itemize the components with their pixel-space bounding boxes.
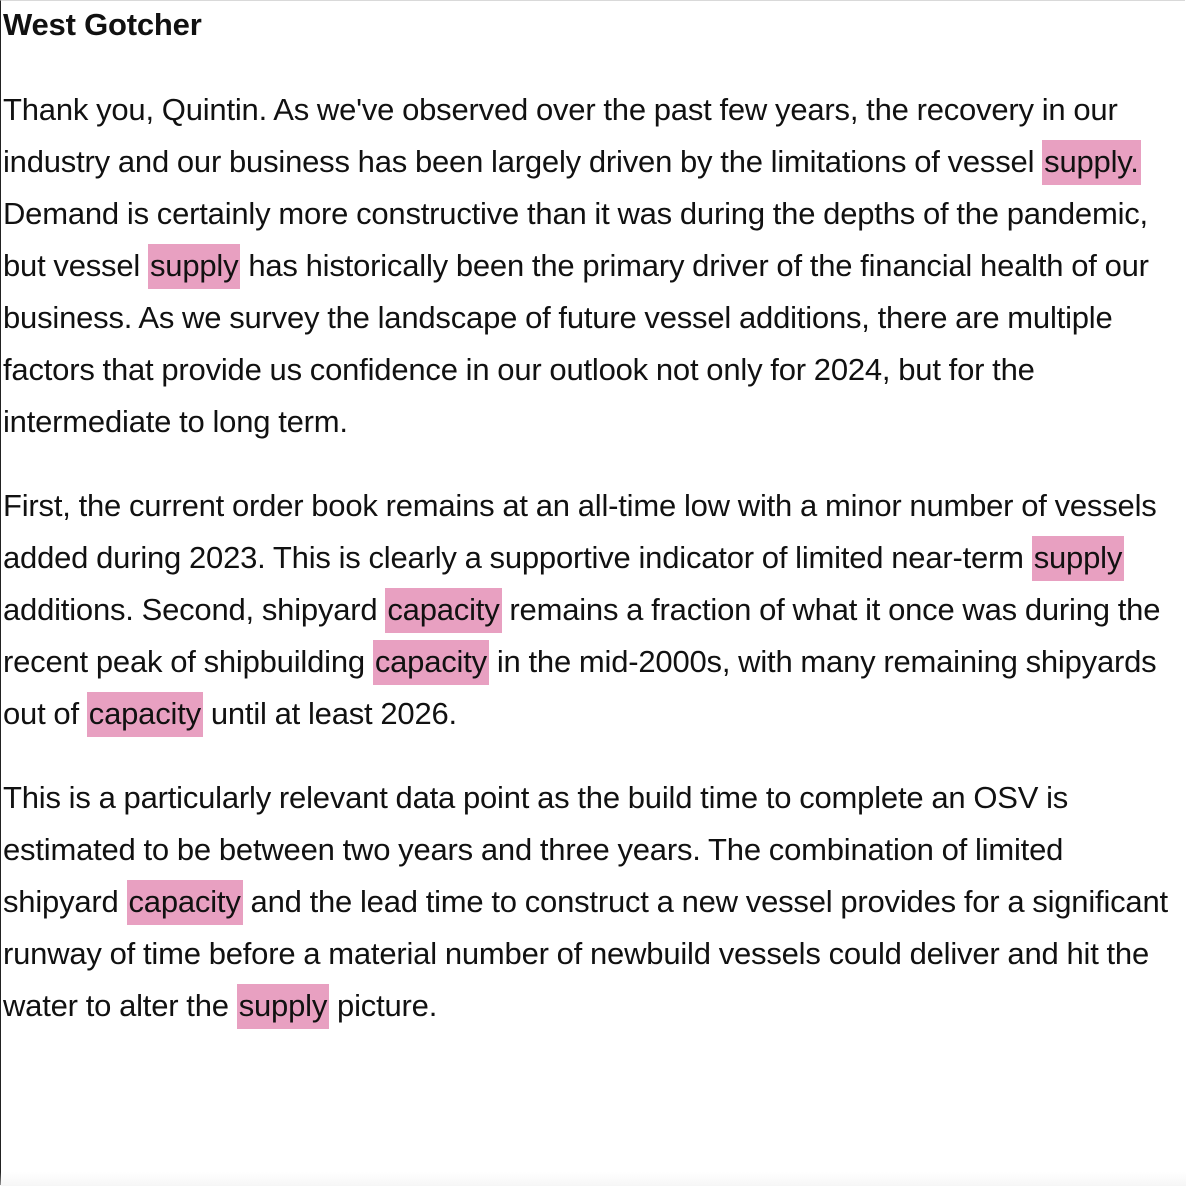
transcript-paragraph [3, 772, 1185, 1032]
paragraph-text: and the lead time to construct a new vessel provides for a significant runway of time before a material number of newbuild vessels could deliver and hit the water to alter the [3, 884, 1168, 1023]
transcript-paragraphs [3, 84, 1185, 1032]
paragraph-text: This is a particularly relevant data point as the build time to complete an OSV is estimated to be between two years and three years. The combination of limited shipyard [3, 780, 1069, 919]
paragraph-text: additions. Second, shipyard [3, 592, 386, 627]
speaker-name: West Gotcher [3, 7, 202, 42]
transcript-content [3, 3, 1185, 1064]
paragraph-text: picture. [329, 988, 438, 1023]
highlighted-keyword: capacity [373, 640, 489, 685]
highlighted-keyword: supply [237, 984, 329, 1029]
highlighted-keyword: supply. [1042, 140, 1141, 185]
transcript-paragraph [3, 480, 1185, 740]
paragraph-text: has historically been the primary driver of the financial health of our business. As we survey the landscape of future vessel additions, there are multiple factors that provide us confidence in our outlook not only for 2024, but for the intermediate to long term. [3, 248, 1149, 439]
highlighted-keyword: supply [148, 244, 240, 289]
paragraph-text: First, the current order book remains at an all-time low with a minor number of vessels added during 2023. This is clearly a supportive indicator of limited near-term [3, 488, 1157, 575]
bottom-edge-shadow [0, 1172, 1186, 1186]
paragraph-text: remains a fraction of what it once was during the recent peak of shipbuilding [3, 592, 1161, 679]
highlighted-keyword: supply [1032, 536, 1124, 581]
paragraph-text: in the mid-2000s, with many remaining shipyards out of [3, 644, 1157, 731]
paragraph-text: until at least 2026. [202, 696, 457, 731]
highlighted-keyword: capacity [87, 692, 203, 737]
paragraph-text: Demand is certainly more constructive than it was during the depths of the pandemic, but vessel [3, 196, 1148, 283]
transcript-paragraph [3, 84, 1185, 448]
highlighted-keyword: capacity [127, 880, 243, 925]
highlighted-keyword: capacity [385, 588, 501, 633]
paragraph-text: Thank you, Quintin. As we've observed over the past few years, the recovery in our industry and our business has been largely driven by the limitations of vessel [3, 92, 1118, 179]
